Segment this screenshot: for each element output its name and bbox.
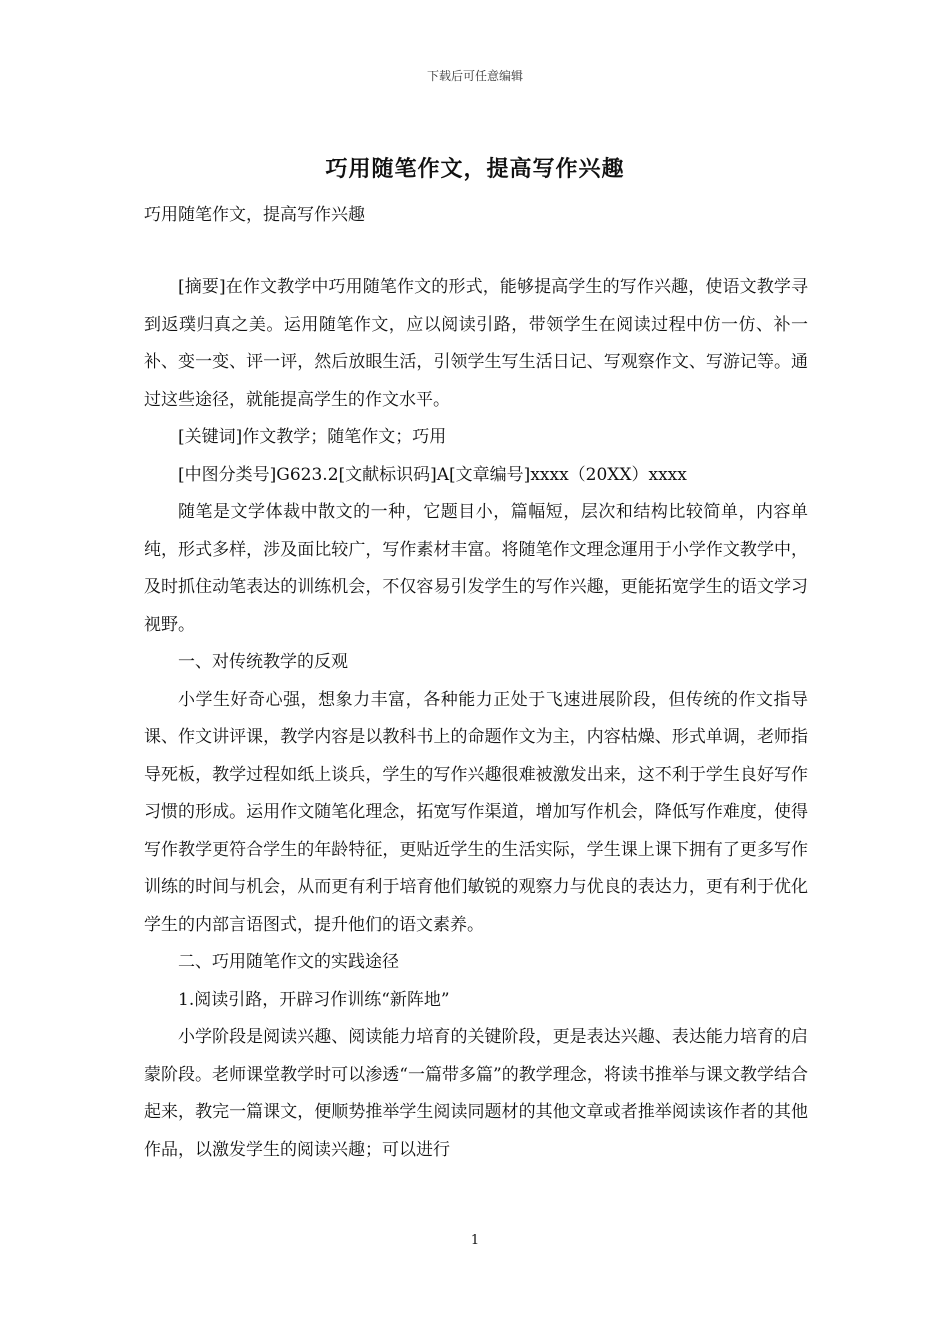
section-heading: 二、巧用随笔作文的实践途径 <box>178 952 399 972</box>
classification-paragraph: [中图分类号]G623.2[文献标识码]A[文章编号]xxxx（20XX）xxxx <box>178 464 687 485</box>
section-heading: 一、对传统教学的反观 <box>178 652 348 672</box>
body-paragraph: 小学生好奇心强，想象力丰富，各种能力正处于飞速进展阶段，但传统的作文指导课、作文讲评课，教学内容是以教科书上的命题作文为主，内容枯燥、形式单调，老师指导死板，教学过程如纸上谈兵，学生的写作兴趣很难被激发出来，这不利于学生良好写作习惯的形成。运用作文随笔化理念，拓宽写作渠道，增加写作机会，降低写作难度，使得写作教学更符合学生的年龄特征，更贴近学生的生活实际，学生课上课下拥有了更多写作训练的时间与机会，从而更有利于培育他们敏锐的观察力与优良的表达力，更有利于优化学生的内部言语图式，提升他们的语文素养。 <box>144 689 808 935</box>
document-title: 巧用随笔作文，提高写作兴趣 <box>325 157 625 182</box>
body-paragraph: 小学阶段是阅读兴趣、阅读能力培育的关键阶段，更是表达兴趣、表达能力培育的启蒙阶段。老师课堂教学时可以渗透“一篇带多篇”的教学理念，将读书推举与课文教学结合起来，教完一篇课文，便顺势推举学生阅读同题材的其他文章或者推举阅读该作者的其他作品，以激发学生的阅读兴趣；可以进行 <box>144 1027 808 1160</box>
keywords-paragraph: [关键词]作文教学；随笔作文；巧用 <box>178 427 447 447</box>
abstract-paragraph: [摘要]在作文教学中巧用随笔作文的形式，能够提高学生的写作兴趣，使语文教学寻到返璞归真之美。运用随笔作文，应以阅读引路，带领学生在阅读过程中仿一仿、补一补、变一变、评一评，然后放眼生活，引领学生写生活日记、写观察作文、写游记等。通过这些途径，就能提高学生的作文水平。 <box>144 277 808 410</box>
document-body <box>144 269 808 1169</box>
header-note: 下载后可任意编辑 <box>426 69 523 83</box>
document-subtitle: 巧用随笔作文，提高写作兴趣 <box>144 205 365 225</box>
subsection-heading: 1.阅读引路，开辟习作训练“新阵地” <box>178 989 450 1010</box>
page-number: 1 <box>470 1233 480 1248</box>
body-paragraph: 随笔是文学体裁中散文的一种，它题目小，篇幅短，层次和结构比较简单，内容单纯，形式多样，涉及面比较广，写作素材丰富。将随笔作文理念運用于小学作文教学中，及时抓住动笔表达的训练机会，不仅容易引发学生的写作兴趣，更能拓宽学生的语文学习视野。 <box>144 502 808 635</box>
